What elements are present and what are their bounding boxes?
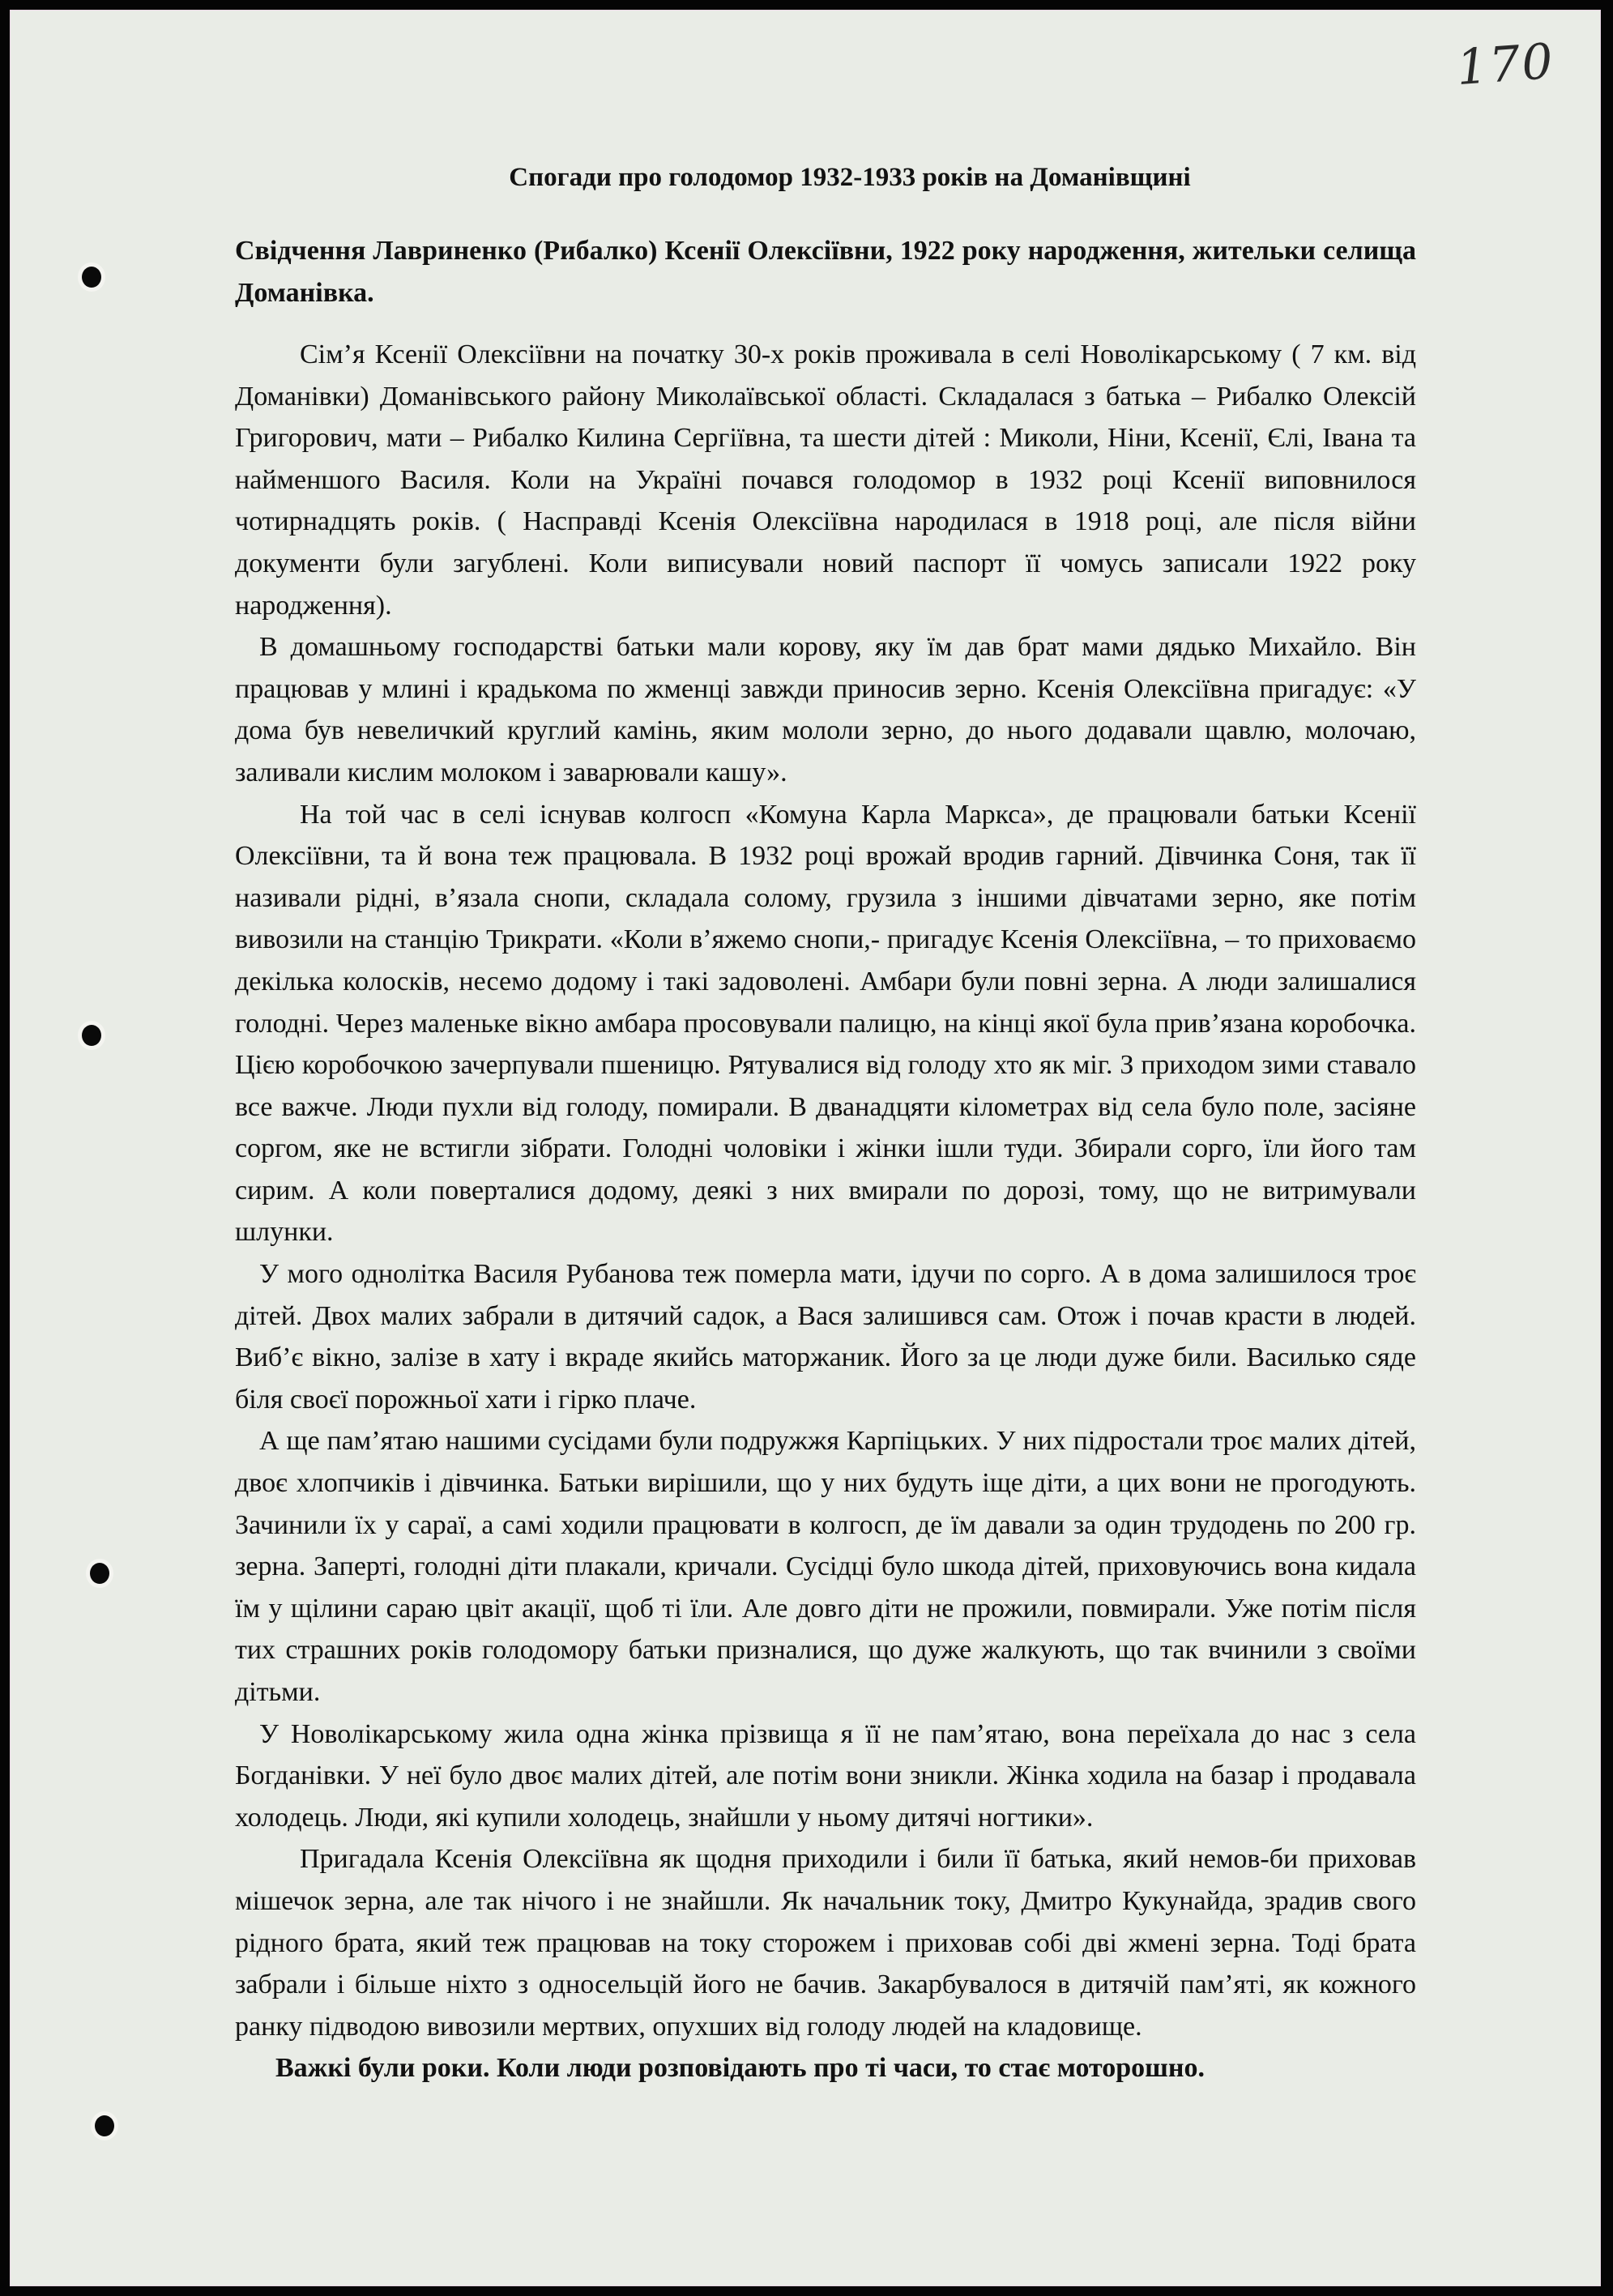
paragraph: В домашньому господарстві батьки мали корову, яку їм дав брат мами дядько Михайло. Він працював у млині і крадькома по жменці завжди приносив зерно. Ксенія Олексіївна пригадує: «У дома був невеличкий круглий камінь, яким мололи зерно, до нього додавали щавлю, молочаю, заливали кислим молоком і заварювали кашу». <box>235 632 1416 787</box>
paragraph: А ще пам’ятаю нашими сусідами були подружжя Карпіцьких. У них підростали троє малих дітей, двоє хлопчиків і дівчинка. Батьки вирішили, що у них будуть іще діти, а цих вони не прогодують. Зачинили їх у сараї, а самі ходили працювати в колгосп, де їм давали за один трудодень по 200 гр. зерна. Заперті, голодні діти плакали, кричали. Сусідці було шкода дітей, приховуючись вона кидала їм у щілини сараю цвіт акації, щоб ті їли. Але довго діти не прожили, повмирали. Уже потім після тих страшних років голодомору батьки призналися, що дуже жалкують, що так вчинили з своїми дітьми. <box>235 1426 1416 1707</box>
document-subtitle: Свідчення Лавриненко (Рибалко) Ксенії Олексіївни, 1922 року народження, жительки селища Доманівка. <box>235 236 1416 308</box>
document-body <box>235 159 1416 2089</box>
handwritten-page-number: 170 <box>1454 32 1556 97</box>
punch-hole-icon <box>82 267 101 288</box>
punch-hole-icon <box>90 1563 109 1584</box>
closing-statement: Важкі були роки. Коли люди розповідають про ті часи, то стає моторошно. <box>275 2053 1205 2084</box>
punch-hole-icon <box>95 2115 114 2136</box>
paragraph: У мого однолітка Василя Рубанова теж померла мати, ідучи по сорго. А в дома залишилося троє дітей. Двох малих забрали в дитячий садок, а Вася залишився сам. Отож і почав красти в людей. Виб’є вікно, залізе в хату і вкраде якийсь маторжаник. Його за це люди дуже били. Василько сяде біля своєї порожньої хати і гірко плаче. <box>235 1259 1416 1415</box>
punch-hole-icon <box>82 1025 101 1046</box>
paragraph: У Новолікарському жила одна жінка прізвища я її не пам’ятаю, вона переїхала до нас з села Богданівки. У неї було двоє малих дітей, але потім вони зникли. Жінка ходила на базар і продавала холодець. Люди, які купили холодець, знайшли у ньому дитячі ногтики». <box>235 1718 1416 1833</box>
paragraph: Сім’я Ксенії Олексіївни на початку 30-х років проживала в селі Новолікарському ( 7 км. від Доманівки) Доманівського району Миколаївської області. Складалася з батька – Рибалко Олексій Григорович, мати – Рибалко Килина Сергіївна, та шести дітей : Миколи, Ніни, Ксенії, Єлі, Івана та найменшого Василя. Коли на Україні почався голодомор в 1932 році Ксенії виповнилося чотирнадцять років. ( Насправді Ксенія Олексіївна народилася в 1918 році, але після війни документи були загублені. Коли виписували новий паспорт її чомусь записали 1922 року народження). <box>235 339 1416 621</box>
paragraph: На той час в селі існував колгосп «Комуна Карла Маркса», де працювали батьки Ксенії Олексіївни, та й вона теж працювала. В 1932 році врожай вродив гарний. Дівчинка Соня, так її називали рідні, в’язала снопи, складала солому, грузила з іншими дівчатами зерно, яке потім вивозили на станцію Трикрати. «Коли в’яжемо снопи,- пригадує Ксенія Олексіївна, – то приховаємо декілька колосків, несемо додому і такі задоволені. Амбари були повні зерна. А люди залишалися голодні. Через маленьке вікно амбара просовували палицю, на кінці якої була прив’язана коробочка. Цією коробочкою зачерпували пшеницю. Рятувалися від голоду хто як міг. З приходом зими ставало все важче. Люди пухли від голоду, помирали. В дванадцяти кілометрах від села було поле, засіяне соргом, яке не встигли зібрати. Голодні чоловіки і жінки ішли туди. Збирали сорго, їли його там сирим. А коли поверталися додому, деякі з них вмирали по дорозі, тому, що не витримували шлунки. <box>235 799 1416 1248</box>
document-title: Спогади про голодомор 1932-1933 років на Доманівщині <box>509 163 1191 192</box>
paragraph: Пригадала Ксенія Олексіївна як щодня приходили і били її батька, який немов-би приховав мішечок зерна, але так нічого і не знайшли. Як начальник току, Дмитро Кукунайда, зрадив свого рідного брата, який теж працював на току сторожем і приховав собі дві жмені зерна. Тоді брата забрали і більше ніхто з односельцій його не бачив. Закарбувалося в дитячій пам’яті, як кожного ранку підводою вивозили мертвих, опухших від голоду людей на кладовище. <box>235 1844 1416 2042</box>
